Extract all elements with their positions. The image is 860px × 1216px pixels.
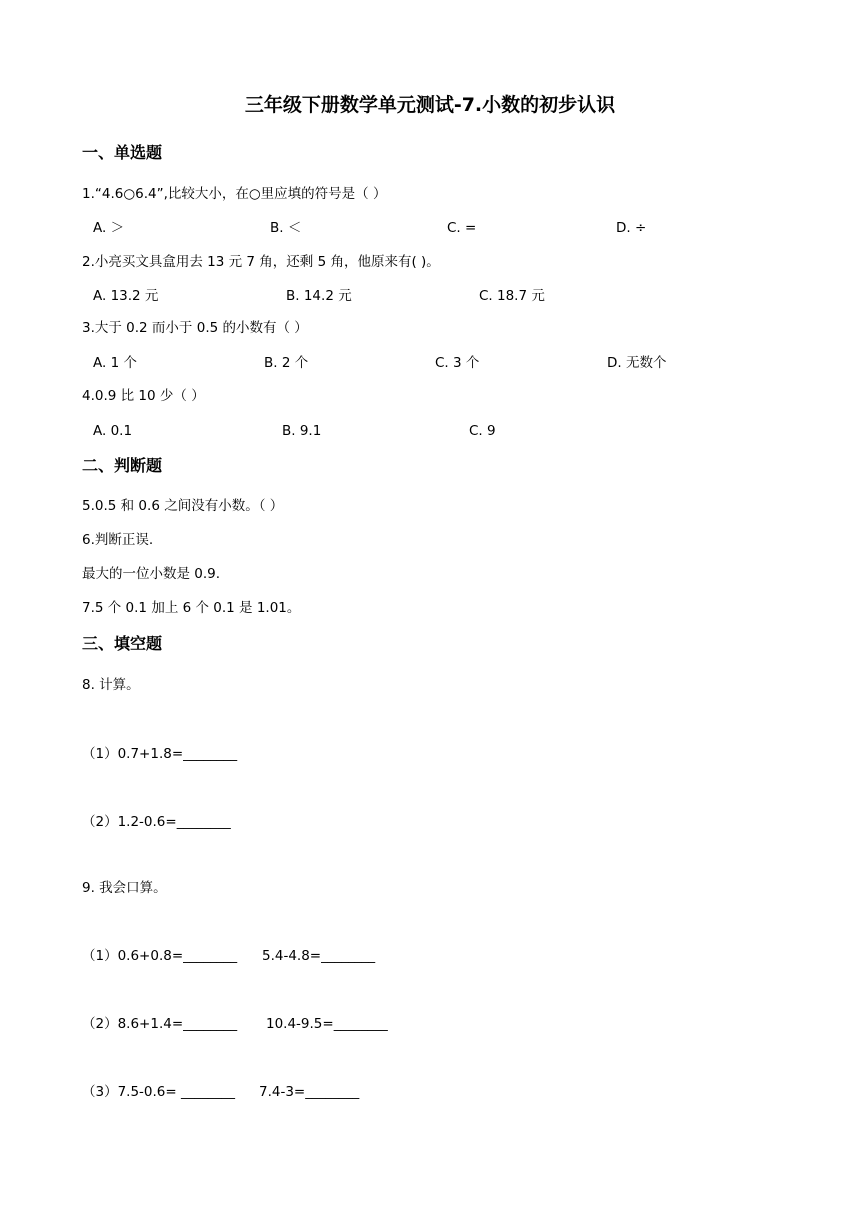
question-9-row-1-right: 5.4-4.8=________	[262, 948, 376, 964]
question-9-row-3-left: （3）7.5-0.6= ________	[82, 1084, 236, 1100]
question-7: 7.5 个 0.1 加上 6 个 0.1 是 1.01。	[82, 600, 301, 616]
question-2: 2.小亮买文具盒用去 13 元 7 角，还剩 5 角，他原来有( )。	[82, 254, 440, 270]
question-3-option-c: C. 3 个	[435, 355, 480, 371]
question-8-item-2: （2）1.2-0.6=________	[82, 814, 231, 830]
question-8: 8. 计算。	[82, 677, 140, 693]
question-2-option-b: B. 14.2 元	[286, 288, 352, 304]
question-4-option-c: C. 9	[469, 423, 496, 439]
question-2-option-a: A. 13.2 元	[93, 288, 159, 304]
question-3-option-b: B. 2 个	[264, 355, 309, 371]
section-heading-true-false: 二、判断题	[82, 456, 163, 475]
section-heading-fill-blank: 三、填空题	[82, 634, 163, 653]
question-1-option-b: B. ＜	[270, 220, 302, 236]
question-2-option-c: C. 18.7 元	[479, 288, 545, 304]
question-4-option-a: A. 0.1	[93, 423, 133, 439]
question-9-row-2-right: 10.4-9.5=________	[266, 1016, 388, 1032]
question-4-option-b: B. 9.1	[282, 423, 322, 439]
question-1: 1.“4.6○6.4”,比较大小，在○里应填的符号是（ ）	[82, 186, 387, 202]
question-9-row-1-left: （1）0.6+0.8=________	[82, 948, 238, 964]
question-6: 6.判断正误.	[82, 532, 154, 548]
question-3: 3.大于 0.2 而小于 0.5 的小数有（ ）	[82, 320, 308, 336]
question-4: 4.0.9 比 10 少（ ）	[82, 388, 205, 404]
question-3-option-a: A. 1 个	[93, 355, 137, 371]
section-heading-single-choice: 一、单选题	[82, 143, 163, 162]
page-title: 三年级下册数学单元测试-7.小数的初步认识	[244, 94, 616, 116]
question-1-option-d: D. ÷	[616, 220, 647, 236]
question-1-option-c: C. =	[447, 220, 477, 236]
question-6-statement: 最大的一位小数是 0.9.	[82, 566, 221, 582]
question-3-option-d: D. 无数个	[607, 355, 667, 371]
question-9: 9. 我会口算。	[82, 880, 167, 896]
question-9-row-2-left: （2）8.6+1.4=________	[82, 1016, 238, 1032]
question-5: 5.0.5 和 0.6 之间没有小数。（ ）	[82, 498, 284, 514]
question-8-item-1: （1）0.7+1.8=________	[82, 746, 238, 762]
question-9-row-3-right: 7.4-3=________	[259, 1084, 360, 1100]
question-1-option-a: A. ＞	[93, 220, 125, 236]
